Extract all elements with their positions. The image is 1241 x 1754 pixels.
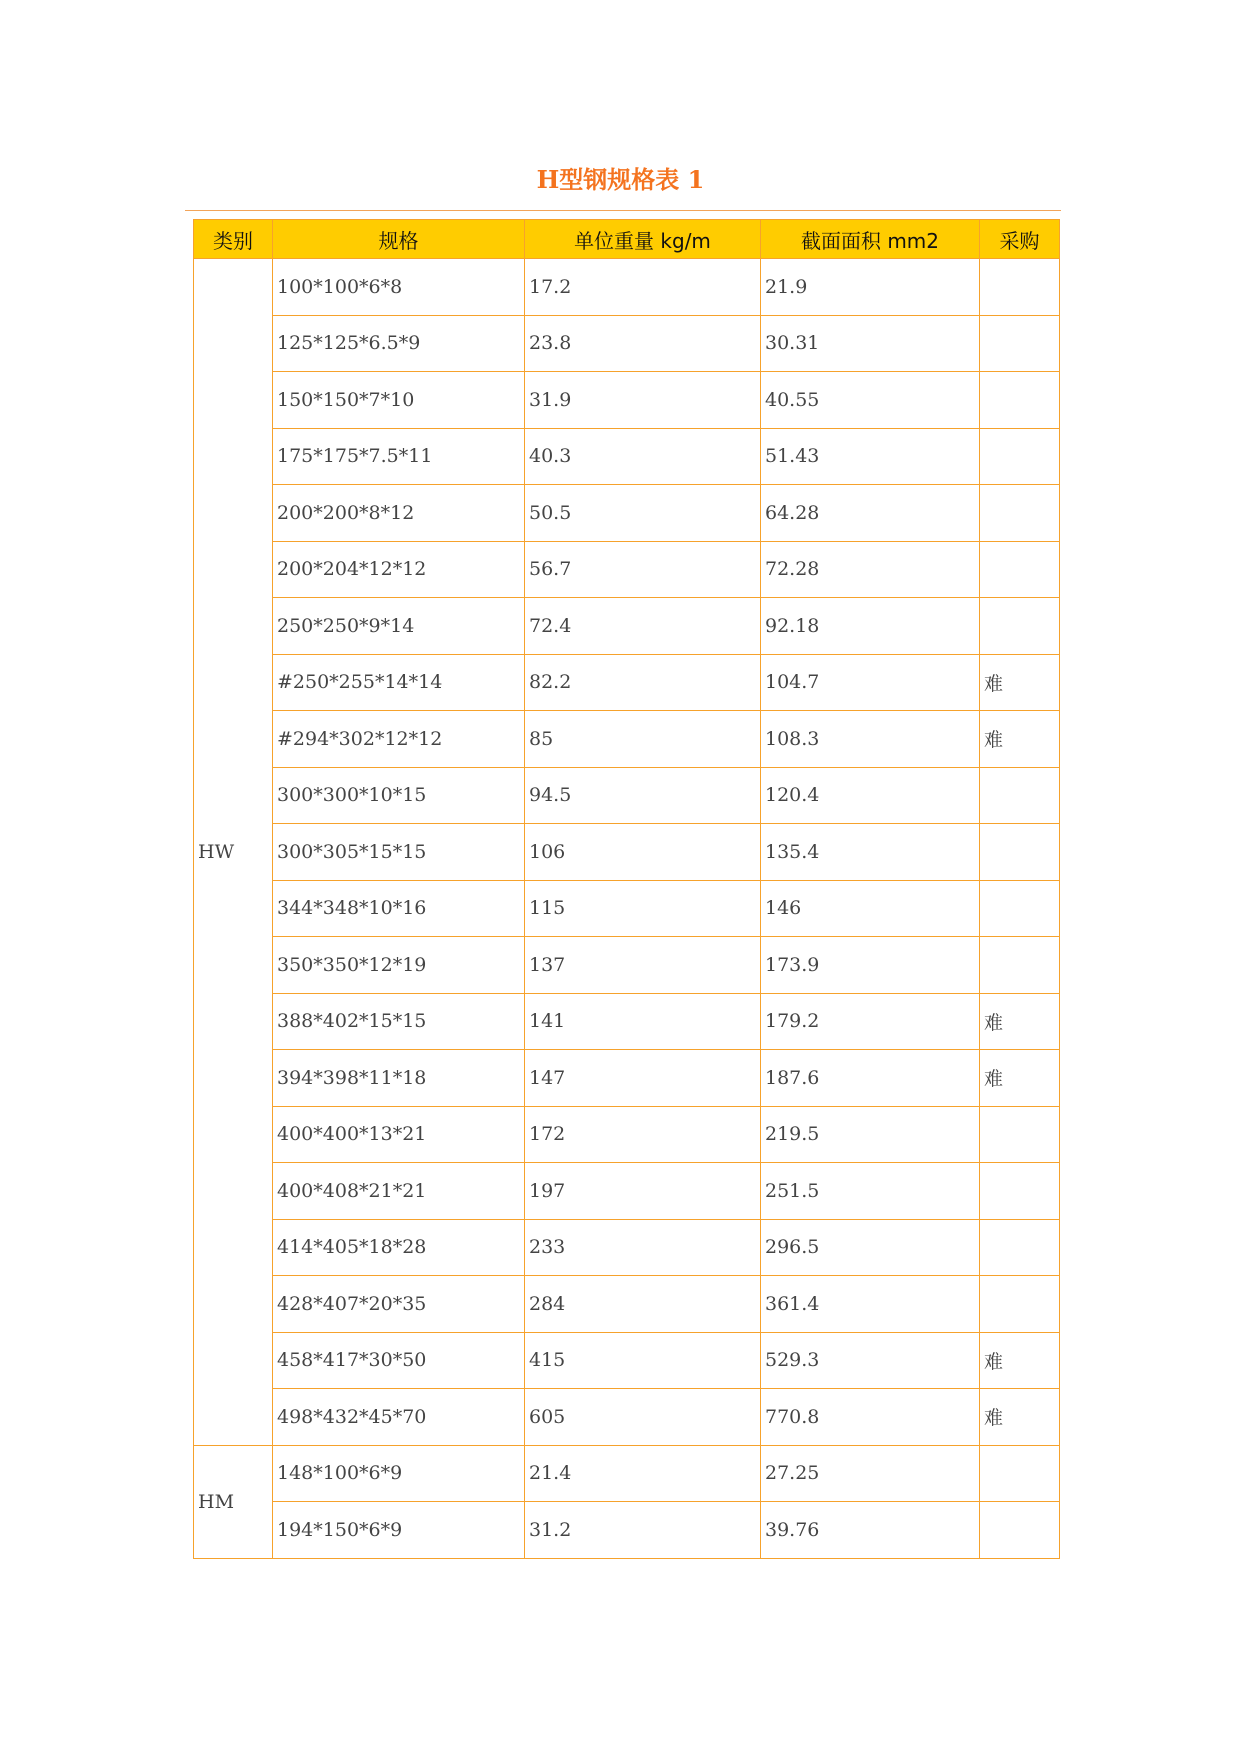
spec-cell: #294*302*12*12 <box>273 711 525 768</box>
page-title: H型钢规格表 1 <box>536 165 705 194</box>
table-row <box>194 1502 1060 1559</box>
section-area-cell: 40.55 <box>761 372 980 429</box>
spec-cell: 350*350*12*19 <box>273 937 525 994</box>
table-row <box>194 993 1060 1050</box>
section-area-cell: 104.7 <box>761 654 980 711</box>
table-row <box>194 315 1060 372</box>
unit-weight-cell: 106 <box>525 824 761 881</box>
header-spec: 规格 <box>273 220 525 259</box>
table-row <box>194 1276 1060 1333</box>
section-area-cell: 27.25 <box>761 1445 980 1502</box>
section-area-cell: 64.28 <box>761 485 980 542</box>
header-section-area: 截面面积 mm2 <box>761 220 980 259</box>
spec-cell: 200*200*8*12 <box>273 485 525 542</box>
table-header-row <box>194 220 1060 259</box>
unit-weight-cell: 415 <box>525 1332 761 1389</box>
section-area-cell: 108.3 <box>761 711 980 768</box>
table-row <box>194 1163 1060 1220</box>
header-category: 类别 <box>194 220 273 259</box>
section-area-cell: 179.2 <box>761 993 980 1050</box>
procurement-cell <box>980 1276 1060 1333</box>
title-underline <box>185 210 1061 211</box>
procurement-cell: 难 <box>980 711 1060 768</box>
procurement-cell <box>980 880 1060 937</box>
table-row <box>194 541 1060 598</box>
unit-weight-cell: 85 <box>525 711 761 768</box>
section-area-cell: 120.4 <box>761 767 980 824</box>
spec-cell: 300*300*10*15 <box>273 767 525 824</box>
table-row <box>194 711 1060 768</box>
section-area-cell: 39.76 <box>761 1502 980 1559</box>
spec-cell: 394*398*11*18 <box>273 1050 525 1107</box>
section-area-cell: 146 <box>761 880 980 937</box>
unit-weight-cell: 94.5 <box>525 767 761 824</box>
procurement-cell <box>980 1219 1060 1276</box>
unit-weight-cell: 197 <box>525 1163 761 1220</box>
unit-weight-cell: 141 <box>525 993 761 1050</box>
table-body <box>194 259 1060 1559</box>
section-area-cell: 173.9 <box>761 937 980 994</box>
procurement-cell: 难 <box>980 654 1060 711</box>
table-row <box>194 880 1060 937</box>
unit-weight-cell: 172 <box>525 1106 761 1163</box>
unit-weight-cell: 40.3 <box>525 428 761 485</box>
unit-weight-cell: 31.9 <box>525 372 761 429</box>
unit-weight-cell: 82.2 <box>525 654 761 711</box>
unit-weight-cell: 21.4 <box>525 1445 761 1502</box>
procurement-cell <box>980 767 1060 824</box>
procurement-cell: 难 <box>980 1389 1060 1446</box>
spec-cell: 300*305*15*15 <box>273 824 525 881</box>
spec-cell: 194*150*6*9 <box>273 1502 525 1559</box>
table-row <box>194 767 1060 824</box>
section-area-cell: 187.6 <box>761 1050 980 1107</box>
table-row <box>194 937 1060 994</box>
section-area-cell: 21.9 <box>761 259 980 316</box>
table-row <box>194 1332 1060 1389</box>
section-area-cell: 51.43 <box>761 428 980 485</box>
spec-cell: 250*250*9*14 <box>273 598 525 655</box>
table-row <box>194 372 1060 429</box>
header-unit-weight: 单位重量 kg/m <box>525 220 761 259</box>
procurement-cell <box>980 598 1060 655</box>
section-area-cell: 251.5 <box>761 1163 980 1220</box>
spec-cell: #250*255*14*14 <box>273 654 525 711</box>
spec-cell: 100*100*6*8 <box>273 259 525 316</box>
unit-weight-cell: 31.2 <box>525 1502 761 1559</box>
spec-cell: 175*175*7.5*11 <box>273 428 525 485</box>
spec-cell: 414*405*18*28 <box>273 1219 525 1276</box>
unit-weight-cell: 50.5 <box>525 485 761 542</box>
table-row <box>194 824 1060 881</box>
unit-weight-cell: 147 <box>525 1050 761 1107</box>
unit-weight-cell: 72.4 <box>525 598 761 655</box>
section-area-cell: 92.18 <box>761 598 980 655</box>
spec-cell: 200*204*12*12 <box>273 541 525 598</box>
section-area-cell: 72.28 <box>761 541 980 598</box>
spec-cell: 498*432*45*70 <box>273 1389 525 1446</box>
procurement-cell: 难 <box>980 1050 1060 1107</box>
category-cell: HM <box>194 1445 273 1558</box>
table-row <box>194 485 1060 542</box>
procurement-cell <box>980 428 1060 485</box>
category-cell: HW <box>194 259 273 1446</box>
table-row <box>194 428 1060 485</box>
unit-weight-cell: 115 <box>525 880 761 937</box>
spec-cell: 400*400*13*21 <box>273 1106 525 1163</box>
procurement-cell <box>980 259 1060 316</box>
procurement-cell <box>980 1502 1060 1559</box>
header-procurement: 采购 <box>980 220 1060 259</box>
unit-weight-cell: 17.2 <box>525 259 761 316</box>
unit-weight-cell: 23.8 <box>525 315 761 372</box>
section-area-cell: 30.31 <box>761 315 980 372</box>
section-area-cell: 529.3 <box>761 1332 980 1389</box>
unit-weight-cell: 284 <box>525 1276 761 1333</box>
table-row <box>194 259 1060 316</box>
table-row <box>194 654 1060 711</box>
spec-cell: 150*150*7*10 <box>273 372 525 429</box>
section-area-cell: 135.4 <box>761 824 980 881</box>
spec-cell: 125*125*6.5*9 <box>273 315 525 372</box>
spec-table <box>193 219 1060 1559</box>
procurement-cell <box>980 1106 1060 1163</box>
procurement-cell <box>980 937 1060 994</box>
table-row <box>194 598 1060 655</box>
procurement-cell <box>980 315 1060 372</box>
procurement-cell <box>980 1445 1060 1502</box>
table-row <box>194 1389 1060 1446</box>
unit-weight-cell: 56.7 <box>525 541 761 598</box>
procurement-cell <box>980 485 1060 542</box>
unit-weight-cell: 233 <box>525 1219 761 1276</box>
section-area-cell: 296.5 <box>761 1219 980 1276</box>
table-row <box>194 1050 1060 1107</box>
spec-cell: 344*348*10*16 <box>273 880 525 937</box>
unit-weight-cell: 137 <box>525 937 761 994</box>
section-area-cell: 361.4 <box>761 1276 980 1333</box>
procurement-cell <box>980 824 1060 881</box>
procurement-cell <box>980 541 1060 598</box>
procurement-cell: 难 <box>980 1332 1060 1389</box>
procurement-cell: 难 <box>980 993 1060 1050</box>
spec-cell: 400*408*21*21 <box>273 1163 525 1220</box>
spec-cell: 458*417*30*50 <box>273 1332 525 1389</box>
procurement-cell <box>980 1163 1060 1220</box>
procurement-cell <box>980 372 1060 429</box>
section-area-cell: 770.8 <box>761 1389 980 1446</box>
spec-cell: 428*407*20*35 <box>273 1276 525 1333</box>
table-row <box>194 1106 1060 1163</box>
spec-cell: 148*100*6*9 <box>273 1445 525 1502</box>
spec-cell: 388*402*15*15 <box>273 993 525 1050</box>
unit-weight-cell: 605 <box>525 1389 761 1446</box>
section-area-cell: 219.5 <box>761 1106 980 1163</box>
table-row <box>194 1445 1060 1502</box>
table-row <box>194 1219 1060 1276</box>
